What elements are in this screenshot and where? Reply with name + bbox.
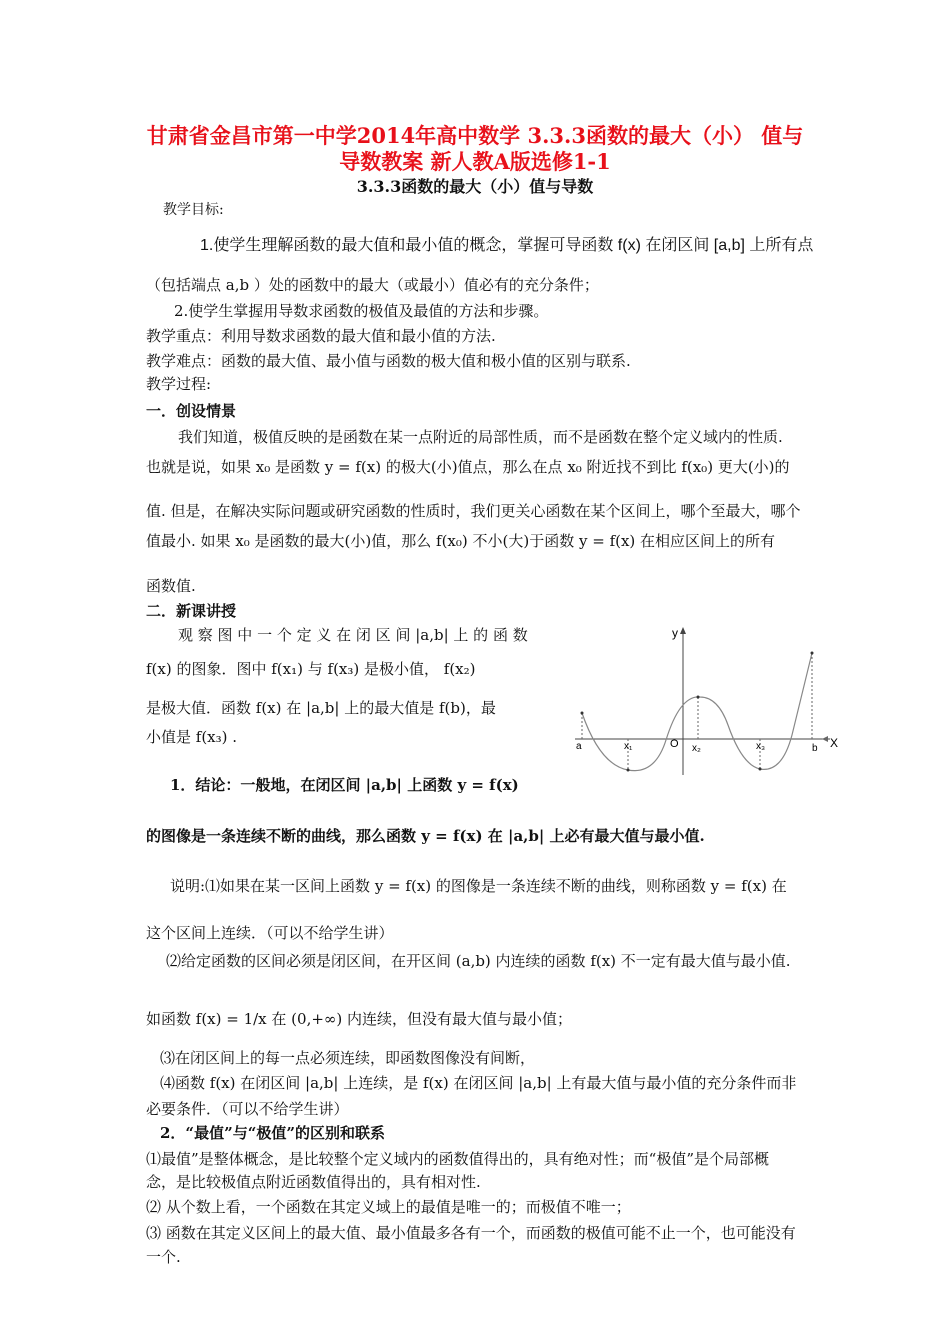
note-2-line1: ⑵给定函数的区间必须是闭区间，在开区间 (a,b) 内连续的函数 f(x) 不一定有最大值与最小值. bbox=[166, 952, 791, 970]
section-2-p3: 是极大值．函数 f(x) 在 |a,b| 上的最大值是 f(b)，最 bbox=[146, 699, 496, 717]
function-graph bbox=[560, 625, 845, 780]
section-3-heading: 2．“最值”与“极值”的区别和联系 bbox=[160, 1124, 385, 1142]
note-3: ⑶在闭区间上的每一点必须连续，即函数图像没有间断， bbox=[160, 1049, 536, 1067]
section-3-p3-line1: ⑶ 函数在其定义区间上的最大值、最小值最多各有一个，而函数的极值可能不止一个，也可能没有 bbox=[146, 1224, 796, 1242]
conclusion-line2: 的图像是一条连续不断的曲线，那么函数 y = f(x) 在 |a,b| 上必有最大值与最小值. bbox=[146, 827, 705, 845]
tick-b: b bbox=[812, 743, 818, 754]
x-axis-arrow bbox=[822, 736, 828, 742]
teaching-process: 教学过程: bbox=[146, 375, 212, 393]
teaching-focus: 教学重点：利用导数求函数的最大值和最小值的方法. bbox=[146, 327, 496, 345]
section-1-p4: 值最小. 如果 x₀ 是函数的最大(小)值，那么 f(x₀) 不小(大)于函数 y = f(x) 在相应区间上的所有 bbox=[146, 532, 776, 550]
point-x1 bbox=[627, 769, 630, 772]
section-2-p4: 小值是 f(x₃) . bbox=[146, 728, 238, 746]
note-4-line1: ⑷函数 f(x) 在闭区间 |a,b| 上连续，是 f(x) 在闭区间 |a,b| 上有最大值与最小值的充分条件而非 bbox=[160, 1074, 797, 1092]
section-3-p1-line2: 念，是比较极值点附近函数值得出的，具有相对性. bbox=[146, 1173, 481, 1191]
point-x3 bbox=[759, 768, 762, 771]
point-x2 bbox=[697, 696, 700, 699]
doc-subtitle: 3.3.3函数的最大（小）值与导数 bbox=[356, 177, 594, 196]
section-2-p2: f(x) 的图象．图中 f(x₁) 与 f(x₃) 是极小值， f(x₂) bbox=[146, 660, 476, 678]
section-1-p1: 我们知道，极值反映的是函数在某一点附近的局部性质，而不是函数在整个定义域内的性质. bbox=[178, 428, 783, 446]
x-axis-label: X bbox=[830, 736, 839, 750]
doc-title-line2: 导数教案 新人教A版选修1-1 bbox=[339, 149, 611, 174]
tick-x3: x₃ bbox=[756, 741, 766, 752]
note-4-line2: 必要条件．（可以不给学生讲） bbox=[146, 1100, 349, 1118]
origin-label: O bbox=[670, 738, 679, 750]
section-1-heading: 一．创设情景 bbox=[146, 402, 237, 420]
point-a bbox=[581, 712, 584, 715]
tick-x2: x₂ bbox=[692, 743, 701, 754]
teaching-difficulty: 教学难点：函数的最大值、最小值与函数的极大值和极小值的区别与联系. bbox=[146, 352, 631, 370]
section-1-p3: 值. 但是，在解决实际问题或研究函数的性质时，我们更关心函数在某个区间上，哪个至最大，哪个 bbox=[146, 502, 801, 520]
goal-1-line1: 1.使学生理解函数的最大值和最小值的概念，掌握可导函数 f(x) 在闭区间 [a,b] 上所有点 bbox=[200, 237, 814, 254]
tick-x1: x₁ bbox=[624, 741, 633, 752]
section-2-p1: 观 察 图 中 一 个 定 义 在 闭 区 间 |a,b| 上 的 函 数 bbox=[178, 626, 528, 644]
section-2-heading: 二．新课讲授 bbox=[146, 602, 237, 620]
doc-title-line1: 甘肃省金昌市第一中学2014年高中数学 3.3.3函数的最大（小） 值与 bbox=[146, 123, 804, 148]
section-1-p2: 也就是说，如果 x₀ 是函数 y = f(x) 的极大(小)值点，那么在点 x₀ 附近找不到比 f(x₀) 更大(小)的 bbox=[146, 458, 790, 476]
goal-1-line2: （包括端点 a,b ）处的函数中的最大（或最小）值必有的充分条件； bbox=[146, 276, 599, 294]
section-3-p2: ⑵ 从个数上看，一个函数在其定义域上的最值是唯一的；而极值不唯一； bbox=[146, 1198, 631, 1216]
y-axis-arrow bbox=[680, 627, 686, 634]
section-3-p3-line2: 一个. bbox=[146, 1248, 181, 1266]
goals-heading: 教学目标: bbox=[163, 202, 224, 218]
section-3-p1-line1: ⑴最值”是整体概念，是比较整个定义域内的函数值得出的，具有绝对性；而“极值”是个局部概 bbox=[146, 1150, 770, 1168]
goal-2: 2.使学生掌握用导数求函数的极值及最值的方法和步骤。 bbox=[174, 302, 549, 320]
note-1-line2: 这个区间上连续．（可以不给学生讲） bbox=[146, 924, 394, 942]
tick-a: a bbox=[576, 741, 582, 752]
note-1-line1: 说明:⑴如果在某一区间上函数 y = f(x) 的图像是一条连续不断的曲线，则称函数 y = f(x) 在 bbox=[170, 877, 787, 895]
section-1-p5: 函数值. bbox=[146, 577, 196, 595]
conclusion-line1: 1．结论：一般地，在闭区间 |a,b| 上函数 y = f(x) bbox=[170, 776, 519, 794]
note-2-line2: 如函数 f(x) = 1/x 在 (0,+∞) 内连续，但没有最大值与最小值； bbox=[146, 1010, 573, 1028]
point-b bbox=[811, 652, 814, 655]
y-axis-label: y bbox=[672, 626, 678, 640]
